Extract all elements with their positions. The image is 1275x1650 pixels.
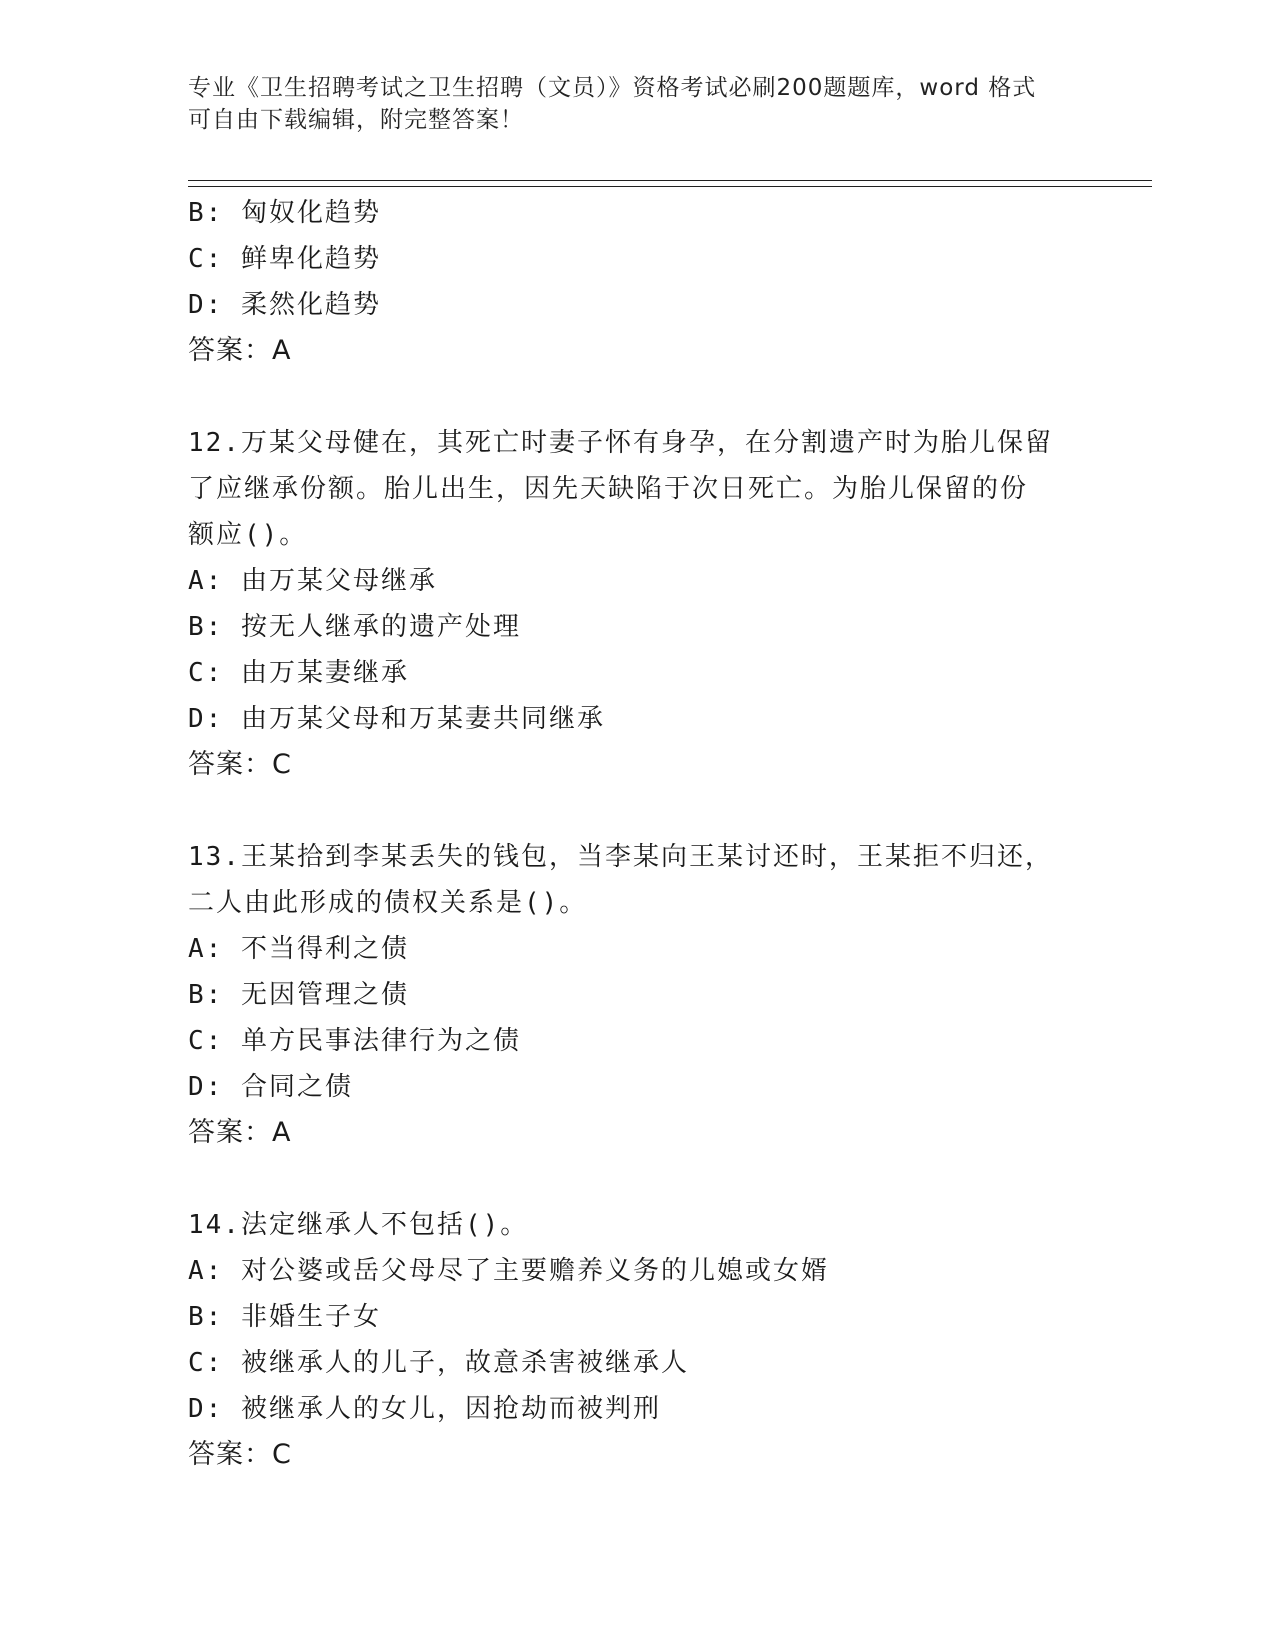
question-stem-line-1: 13.王某拾到李某丢失的钱包，当李某向王某讨还时，王某拒不归还， [188,842,1053,872]
option-d: D: 被继承人的女儿，因抢劫而被判刑 [188,1394,661,1424]
option-a: A: 由万某父母继承 [188,566,437,596]
option-b: B: 无因管理之债 [188,980,409,1010]
option-d: D: 合同之债 [188,1072,353,1102]
option-c: C: 被继承人的儿子，故意杀害被继承人 [188,1348,689,1378]
header-divider-top [188,180,1152,181]
question-stem-line-2: 了应继承份额。胎儿出生，因先天缺陷于次日死亡。为胎儿保留的份 [188,474,1029,504]
header-line-2: 可自由下载编辑，附完整答案！ [188,107,524,133]
option-c: C: 鲜卑化趋势 [188,244,381,274]
option-b: B: 非婚生子女 [188,1302,381,1332]
option-d: D: 由万某父母和万某妻共同继承 [188,704,605,734]
option-d: D: 柔然化趋势 [188,290,381,320]
question-12 [188,420,1088,788]
question-stem-line-3: 额应()。 [188,520,308,550]
answer: 答案：A [188,1117,292,1148]
answer: 答案：A [188,335,292,366]
question-11 [188,190,1088,374]
answer: 答案：C [188,1439,292,1470]
question-14 [188,1202,1088,1478]
option-b: B: 按无人继承的遗产处理 [188,612,521,642]
question-list [188,190,1088,1478]
option-a: A: 不当得利之债 [188,934,409,964]
header-line-1: 专业《卫生招聘考试之卫生招聘（文员）》资格考试必刷200题题库，word 格式 [188,75,1037,101]
option-a: A: 对公婆或岳父母尽了主要赡养义务的儿媳或女婿 [188,1256,829,1286]
answer: 答案：C [188,749,292,780]
question-stem-line-1: 14.法定继承人不包括()。 [188,1210,529,1240]
option-c: C: 单方民事法律行为之债 [188,1026,521,1056]
option-b: B: 匈奴化趋势 [188,198,381,228]
document-header [188,72,1068,136]
option-c: C: 由万某妻继承 [188,658,409,688]
question-13 [188,834,1088,1156]
question-stem-line-1: 12.万某父母健在，其死亡时妻子怀有身孕，在分割遗产时为胎儿保留 [188,428,1053,458]
header-divider-bottom [188,186,1152,187]
question-stem-line-2: 二人由此形成的债权关系是()。 [188,888,588,918]
